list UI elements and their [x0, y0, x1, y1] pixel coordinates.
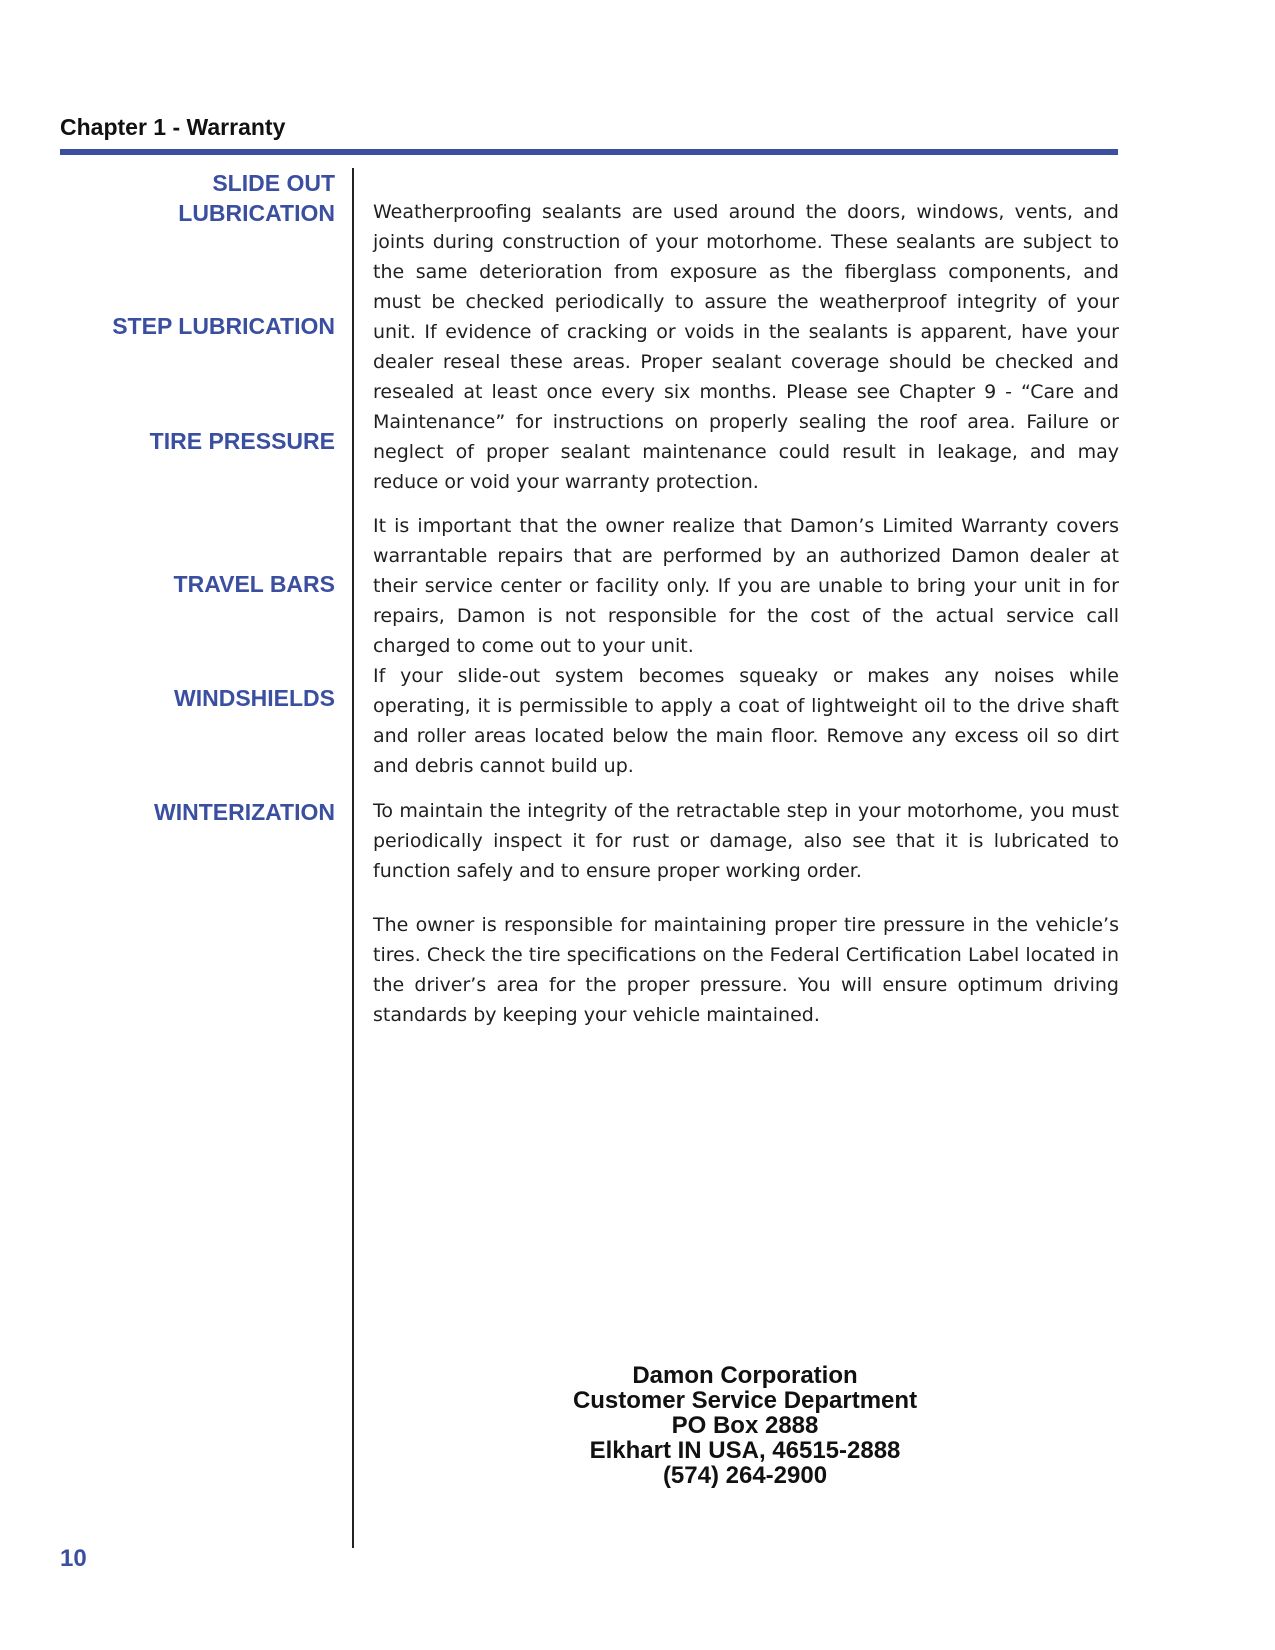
side-label-step-lubrication: STEP LUBRICATION [112, 313, 335, 339]
side-label-tire-pressure: TIRE PRESSURE [149, 428, 335, 454]
address-line-city: Elkhart IN USA, 46515-2888 [589, 1437, 901, 1464]
side-label-travel-bars: TRAVEL BARS [173, 571, 335, 597]
paragraph-limited-warranty: It is important that the owner realize that Damon’s Limited Warranty covers warrantable repairs that are performed by an authorized Damon dealer at their service center or facility only. If you are unable to bring your unit in for repairs, Damon is not responsible for the cost of the actual service call charged to come out to your unit. [373, 515, 1119, 657]
address-line-department: Customer Service Department [572, 1387, 918, 1414]
body-warranty-section [373, 511, 1119, 781]
address-line-po-box: PO Box 2888 [671, 1412, 819, 1439]
page-number: 10 [60, 1545, 87, 1572]
paragraph-slide-out: If your slide-out system becomes squeaky or makes any noises while operating, it is permissible to apply a coat of lightweight oil to the drive shaft and roller areas located below the main floor. Remove any excess oil so dirt and debris cannot build up. [373, 665, 1119, 777]
column-divider [352, 168, 354, 1548]
paragraph-sealants: Weatherproofing sealants are used around the doors, windows, vents, and joints during construction of your motorhome. These sealants are subject to the same deterioration from exposure as the fiberglass components, and must be checked periodically to assure the weatherproof integrity of your unit. If evidence of cracking or voids in the sealants is apparent, have your dealer reseal these areas. Proper sealant coverage should be checked and resealed at least once every six months. Please see Chapter 9 - “Care and Maintenance” for instructions on properly sealing the roof area. Failure or neglect of proper sealant maintenance could result in leakage, and may reduce or void your warranty protection. [373, 201, 1119, 493]
body-tire-section [373, 910, 1119, 1030]
address-line-phone: (574) 264-2900 [662, 1462, 828, 1489]
paragraph-step: To maintain the integrity of the retractable step in your motorhome, you must periodically inspect it for rust or damage, also see that it is lubricated to function safely and to ensure proper working order. [373, 800, 1119, 882]
address-block [540, 1363, 950, 1488]
side-label-slide-out-line2: LUBRICATION [178, 200, 335, 226]
side-label-slide-out [178, 168, 335, 228]
address-line-company: Damon Corporation [632, 1362, 858, 1389]
side-label-windshields: WINDSHIELDS [174, 685, 335, 711]
paragraph-tire: The owner is responsible for maintaining proper tire pressure in the vehicle’s tires. Check the tire specifications on the Federal Certification Label located in the driver’s area for the proper pressure. You will ensure optimum driving standards by keeping your vehicle maintained. [373, 914, 1119, 1026]
body-sealants-section [373, 197, 1119, 497]
header-rule [60, 149, 1118, 155]
side-label-winterization: WINTERIZATION [154, 799, 335, 825]
side-label-slide-out-line1: SLIDE OUT [212, 170, 335, 196]
chapter-title: Chapter 1 - Warranty [60, 114, 286, 140]
body-step-section [373, 796, 1119, 886]
